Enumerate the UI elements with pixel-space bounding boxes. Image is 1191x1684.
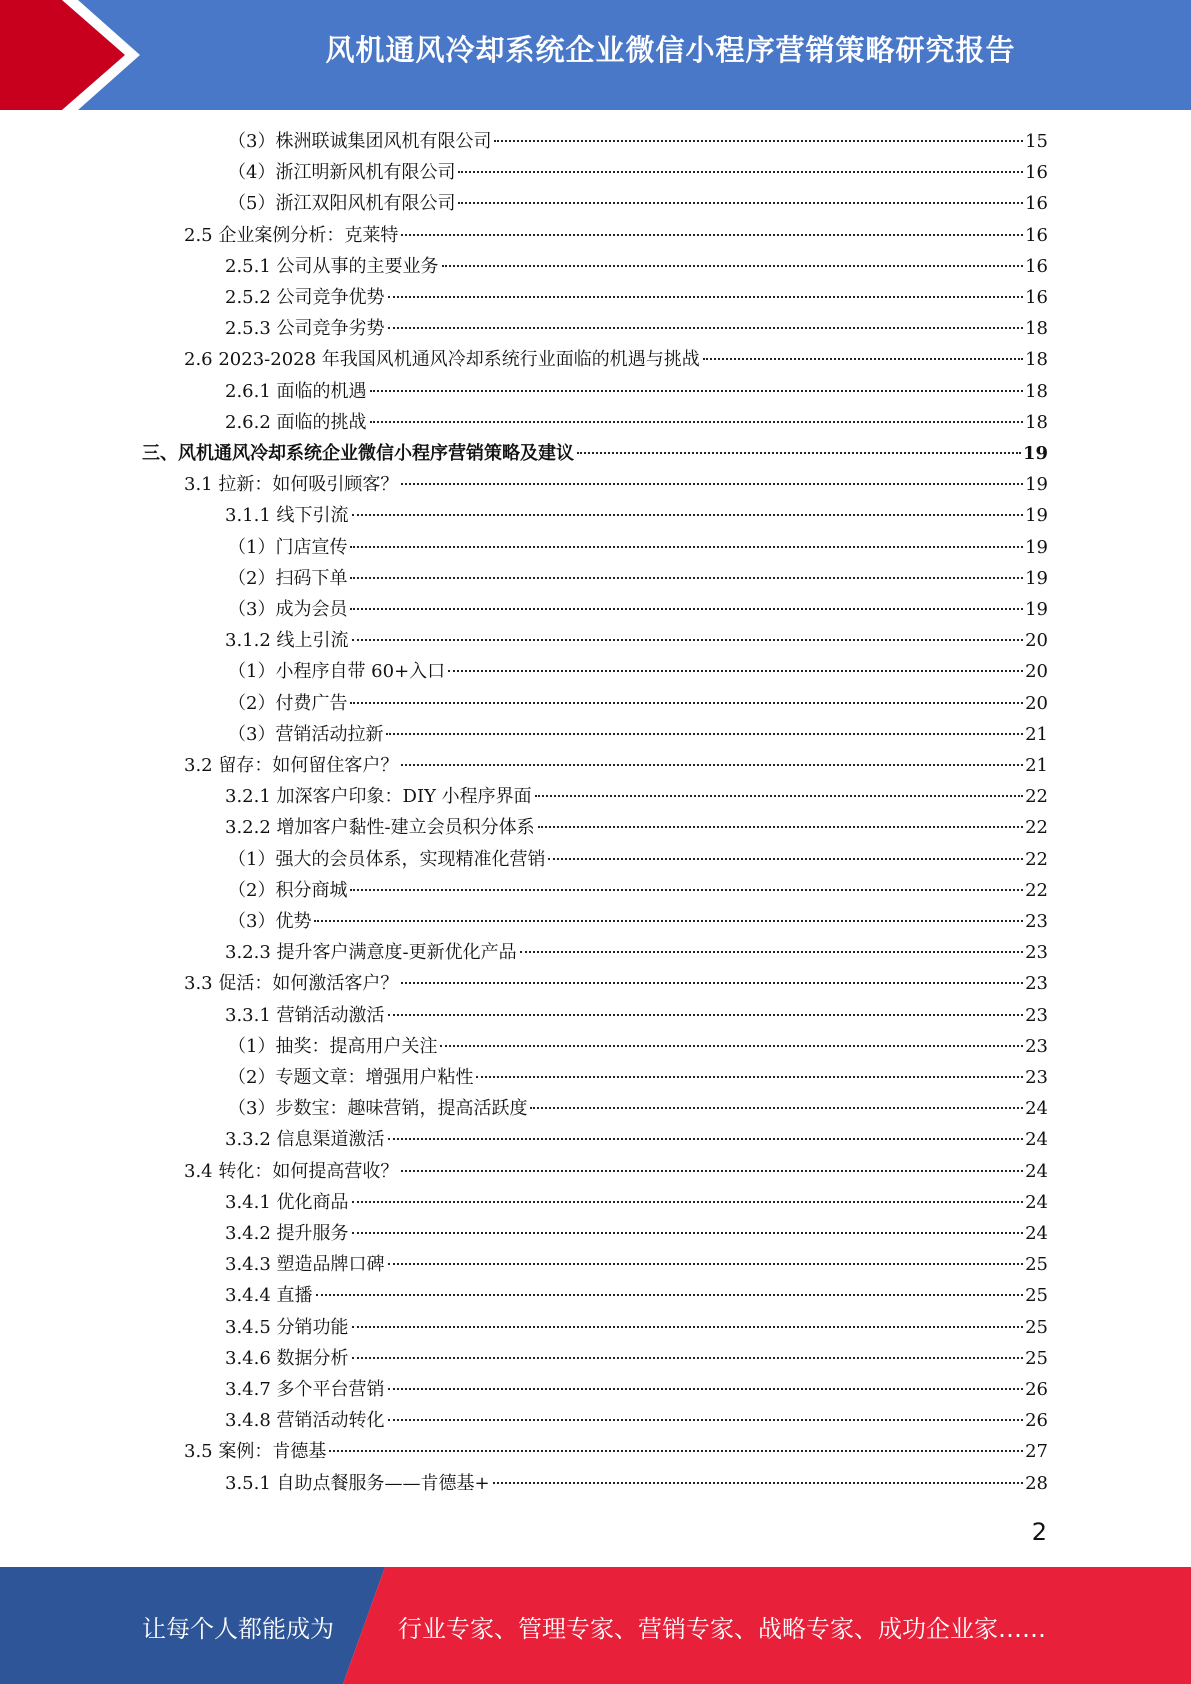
toc-entry-page: 16 — [1025, 224, 1048, 246]
toc-entry[interactable] — [228, 563, 1048, 594]
toc-entry[interactable] — [184, 344, 1048, 375]
toc-entry-page: 20 — [1025, 692, 1048, 714]
toc-entry-label: （5）浙江双阳风机有限公司 — [228, 193, 456, 215]
toc-entry[interactable] — [225, 500, 1048, 531]
toc-entry[interactable] — [225, 1374, 1048, 1405]
toc-entry-page: 22 — [1025, 848, 1048, 870]
toc-entry-page: 22 — [1025, 786, 1048, 808]
toc-entry-page: 23 — [1025, 1067, 1048, 1088]
toc-entry[interactable] — [228, 906, 1048, 937]
toc-entry-label: （4）浙江明新风机有限公司 — [228, 162, 456, 184]
toc-dot-leader — [401, 764, 1023, 766]
toc-entry-label: （2）积分商城 — [228, 879, 348, 901]
toc-dot-leader — [350, 889, 1023, 891]
toc-entry-page: 25 — [1025, 1347, 1048, 1369]
toc-entry-page: 19 — [1025, 536, 1048, 558]
toc-entry-label: 3.4 转化：如何提高营收？ — [184, 1160, 399, 1182]
toc-entry-page: 24 — [1025, 1129, 1048, 1151]
toc-dot-leader — [388, 1388, 1024, 1390]
toc-entry[interactable] — [228, 188, 1048, 219]
toc-entry-label: 3.2 留存：如何留住客户？ — [184, 755, 399, 776]
toc-entry-label: （1）强大的会员体系，实现精准化营销 — [228, 848, 546, 870]
toc-entry-page: 28 — [1025, 1472, 1048, 1494]
toc-dot-leader — [520, 951, 1023, 953]
toc-entry[interactable] — [228, 1031, 1048, 1062]
toc-entry-label: （1）小程序自带 60+入口 — [228, 661, 446, 683]
toc-entry-label: 2.6.1 面临的机遇 — [225, 380, 367, 402]
toc-entry[interactable] — [225, 812, 1048, 843]
toc-entry-label: 3.4.5 分销功能 — [225, 1316, 349, 1338]
toc-entry-page: 27 — [1025, 1441, 1048, 1463]
toc-dot-leader — [329, 1450, 1023, 1452]
toc-dot-leader — [538, 826, 1023, 828]
toc-entry-label: 2.5.2 公司竞争优势 — [225, 287, 385, 308]
toc-entry-page: 25 — [1025, 1285, 1048, 1307]
toc-entry-page: 23 — [1025, 973, 1048, 995]
toc-entry-label: 3.3.2 信息渠道激活 — [225, 1129, 385, 1151]
toc-entry[interactable] — [225, 1280, 1048, 1311]
toc-dot-leader — [388, 1419, 1024, 1421]
toc-entry[interactable] — [225, 781, 1048, 812]
toc-entry-page: 23 — [1025, 1035, 1048, 1057]
toc-entry[interactable] — [225, 313, 1048, 344]
toc-entry-label: 3.2.3 提升客户满意度-更新优化产品 — [225, 942, 517, 964]
toc-dot-leader — [442, 265, 1024, 267]
toc-entry[interactable] — [225, 1187, 1048, 1218]
toc-dot-leader — [458, 171, 1023, 173]
toc-entry-label: （2）扫码下单 — [228, 567, 348, 589]
toc-entry-label: 2.6 2023-2028 年我国风机通风冷却系统行业面临的机遇与挑战 — [184, 349, 700, 371]
toc-entry-label: 三、风机通风冷却系统企业微信小程序营销策略及建议 — [142, 443, 574, 464]
toc-dot-leader — [370, 421, 1024, 423]
toc-entry[interactable] — [225, 1249, 1048, 1280]
toc-entry-label: （1）抽奖：提高用户关注 — [228, 1035, 438, 1057]
toc-entry-label: 3.2.2 增加客户黏性-建立会员积分体系 — [225, 817, 535, 839]
toc-entry[interactable] — [225, 282, 1048, 313]
toc-dot-leader — [535, 795, 1023, 797]
toc-entry-page: 18 — [1025, 380, 1048, 402]
toc-entry-page: 25 — [1025, 1316, 1048, 1338]
toc-dot-leader — [350, 702, 1023, 704]
footer-slogan-left: 让每个人都能成为 — [142, 1615, 334, 1643]
toc-entry[interactable] — [228, 656, 1048, 687]
toc-entry[interactable] — [228, 1093, 1048, 1124]
toc-entry-page: 24 — [1025, 1191, 1048, 1213]
toc-entry[interactable] — [225, 407, 1048, 438]
toc-entry-label: （2）付费广告 — [228, 692, 348, 714]
toc-entry[interactable] — [228, 719, 1048, 750]
toc-entry-page: 24 — [1025, 1223, 1048, 1244]
toc-entry[interactable] — [228, 688, 1048, 719]
toc-entry-page: 16 — [1025, 255, 1048, 277]
toc-entry[interactable] — [225, 1000, 1048, 1031]
toc-entry-page: 16 — [1025, 162, 1048, 184]
toc-entry-label: 2.5.3 公司竞争劣势 — [225, 318, 385, 340]
toc-entry-label: 3.1.2 线上引流 — [225, 630, 349, 652]
page-number: 2 — [1031, 1518, 1047, 1546]
toc-entry-label: 3.5.1 自助点餐服务——肯德基+ — [225, 1472, 490, 1494]
toc-entry-page: 16 — [1025, 193, 1048, 215]
toc-entry-label: （3）成为会员 — [228, 599, 348, 620]
toc-dot-leader — [352, 1357, 1024, 1359]
toc-dot-leader — [316, 1294, 1024, 1296]
toc-entry-label: 3.4.8 营销活动转化 — [225, 1410, 385, 1432]
toc-entry[interactable] — [184, 220, 1048, 251]
toc-entry-label: 3.4.2 提升服务 — [225, 1223, 349, 1244]
toc-entry-label: 3.3 促活：如何激活客户？ — [184, 973, 399, 995]
toc-entry-page: 15 — [1025, 131, 1048, 152]
toc-entry-page: 20 — [1025, 630, 1048, 652]
toc-entry-page: 19 — [1022, 443, 1048, 464]
toc-entry[interactable] — [228, 844, 1048, 875]
toc-dot-leader — [401, 483, 1023, 485]
toc-entry-label: 3.4.7 多个平台营销 — [225, 1379, 385, 1400]
toc-entry[interactable] — [228, 126, 1048, 157]
toc-dot-leader — [548, 858, 1023, 860]
toc-entry-label: 3.3.1 营销活动激活 — [225, 1004, 385, 1026]
toc-entry-page: 16 — [1025, 287, 1048, 308]
toc-dot-leader — [388, 1138, 1024, 1140]
toc-entry-label: （2）专题文章：增强用户粘性 — [228, 1067, 474, 1088]
toc-entry-label: 3.1.1 线下引流 — [225, 505, 349, 527]
toc-entry[interactable] — [228, 1062, 1048, 1093]
toc-entry-label: 3.4.6 数据分析 — [225, 1347, 349, 1369]
toc-dot-leader — [577, 452, 1021, 454]
toc-entry-label: 3.1 拉新：如何吸引顾客？ — [184, 474, 399, 496]
toc-entry-label: （3）营销活动拉新 — [228, 723, 384, 745]
toc-entry-label: 3.4.3 塑造品牌口碑 — [225, 1254, 385, 1276]
toc-entry-page: 19 — [1025, 599, 1048, 620]
toc-dot-leader — [352, 1326, 1024, 1328]
toc-entry[interactable] — [184, 750, 1048, 781]
toc-entry-label: （3）株洲联诚集团风机有限公司 — [228, 131, 492, 152]
toc-entry[interactable] — [225, 1218, 1048, 1249]
toc-entry-page: 23 — [1025, 1004, 1048, 1026]
toc-dot-leader — [440, 1045, 1023, 1047]
toc-entry-page: 26 — [1025, 1379, 1048, 1400]
toc-dot-leader — [352, 1232, 1024, 1234]
toc-entry[interactable] — [184, 1156, 1048, 1187]
toc-entry[interactable] — [225, 1405, 1048, 1436]
page-header — [0, 0, 1191, 110]
toc-dot-leader — [494, 140, 1023, 142]
toc-dot-leader — [401, 234, 1023, 236]
toc-entry-page: 18 — [1025, 318, 1048, 340]
toc-entry-label: （1）门店宣传 — [228, 536, 348, 558]
toc-dot-leader — [350, 546, 1023, 548]
toc-dot-leader — [314, 920, 1023, 922]
toc-entry-page: 23 — [1025, 911, 1048, 932]
toc-entry-page: 18 — [1025, 411, 1048, 433]
toc-entry-label: （3）步数宝：趣味营销，提高活跃度 — [228, 1098, 528, 1120]
toc-entry-page: 20 — [1025, 661, 1048, 683]
toc-entry[interactable] — [225, 1343, 1048, 1374]
toc-entry[interactable] — [225, 937, 1048, 968]
toc-entry[interactable] — [142, 438, 1048, 469]
toc-dot-leader — [388, 1014, 1024, 1016]
toc-entry[interactable] — [225, 251, 1048, 282]
toc-entry[interactable] — [225, 1468, 1048, 1499]
toc-entry-label: 2.6.2 面临的挑战 — [225, 411, 367, 433]
toc-dot-leader — [458, 202, 1023, 204]
toc-dot-leader — [703, 358, 1023, 360]
toc-dot-leader — [401, 1170, 1023, 1172]
toc-entry-label: 3.4.4 直播 — [225, 1285, 313, 1307]
toc-entry[interactable] — [228, 594, 1048, 625]
footer-slogan-right: 行业专家、管理专家、营销专家、战略专家、成功企业家…… — [398, 1615, 1046, 1643]
toc-dot-leader — [350, 608, 1023, 610]
toc-entry-page: 18 — [1025, 349, 1048, 371]
report-title: 风机通风冷却系统企业微信小程序营销策略研究报告 — [325, 33, 1016, 67]
toc-entry[interactable] — [225, 1312, 1048, 1343]
toc-entry-label: 3.5 案例：肯德基 — [184, 1441, 327, 1463]
toc-dot-leader — [386, 733, 1023, 735]
toc-entry-page: 25 — [1025, 1254, 1048, 1276]
toc-entry-label: 3.4.1 优化商品 — [225, 1191, 349, 1213]
toc-entry[interactable] — [228, 157, 1048, 188]
toc-entry-page: 23 — [1025, 942, 1048, 964]
toc-dot-leader — [401, 982, 1023, 984]
toc-entry-page: 19 — [1025, 505, 1048, 527]
toc-dot-leader — [476, 1076, 1023, 1078]
toc-entry-page: 24 — [1025, 1098, 1048, 1120]
toc-entry-label: 3.2.1 加深客户印象：DIY 小程序界面 — [225, 786, 532, 808]
toc-dot-leader — [388, 1263, 1024, 1265]
toc-entry[interactable] — [184, 968, 1048, 999]
toc-entry-page: 24 — [1025, 1160, 1048, 1182]
toc-entry-page: 19 — [1025, 474, 1048, 496]
toc-entry[interactable] — [184, 1436, 1048, 1467]
toc-entry[interactable] — [228, 532, 1048, 563]
toc-entry-label: 2.5.1 公司从事的主要业务 — [225, 255, 439, 277]
toc-entry[interactable] — [225, 376, 1048, 407]
toc-entry-page: 21 — [1025, 723, 1048, 745]
toc-entry-page: 22 — [1025, 879, 1048, 901]
toc-entry-page: 26 — [1025, 1410, 1048, 1432]
toc-dot-leader — [530, 1107, 1023, 1109]
toc-entry-page: 19 — [1025, 567, 1048, 589]
toc-dot-leader — [388, 296, 1024, 298]
toc-entry-page: 22 — [1025, 817, 1048, 839]
toc-entry[interactable] — [225, 625, 1048, 656]
toc-dot-leader — [352, 639, 1024, 641]
toc-entry[interactable] — [225, 1124, 1048, 1155]
toc-dot-leader — [352, 1201, 1024, 1203]
toc-entry[interactable] — [228, 875, 1048, 906]
toc-entry[interactable] — [184, 469, 1048, 500]
toc-dot-leader — [388, 327, 1024, 329]
toc-entry-page: 21 — [1025, 755, 1048, 776]
toc-entry-label: （3）优势 — [228, 911, 312, 932]
toc-entry-label: 2.5 企业案例分析：克莱特 — [184, 224, 399, 246]
toc-dot-leader — [350, 577, 1023, 579]
page-footer — [0, 1567, 1191, 1684]
toc-dot-leader — [370, 390, 1024, 392]
toc-dot-leader — [493, 1482, 1023, 1484]
toc-dot-leader — [448, 670, 1023, 672]
toc-dot-leader — [352, 514, 1024, 516]
